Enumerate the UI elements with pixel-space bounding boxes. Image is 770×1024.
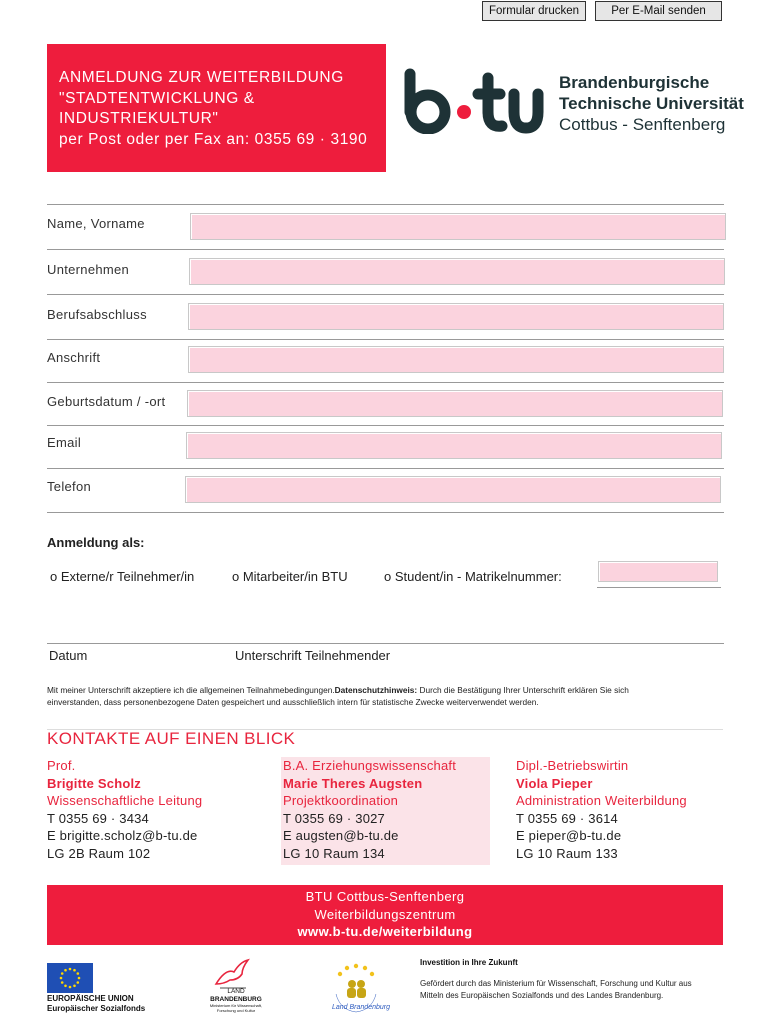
contact-title: Dipl.-Betriebswirtin — [516, 758, 629, 773]
contact-card-augsten — [281, 757, 490, 865]
contact-phone: T 0355 69 · 3027 — [283, 810, 385, 826]
signature-label: Unterschrift Teilnehmender — [235, 648, 391, 663]
contact-phone: T 0355 69 · 3434 — [47, 810, 149, 826]
land-ministry: Ministerium für Wissenschaft, Forschung und Kultur — [209, 1003, 263, 1013]
footer-line1: BTU Cottbus-Senftenberg — [305, 889, 465, 904]
brandenburg-eagle-icon — [212, 958, 252, 990]
page-title-line3: INDUSTRIEKULTUR" — [59, 110, 219, 127]
contact-room: LG 2B Raum 102 — [47, 845, 151, 861]
university-name — [559, 72, 744, 135]
signature-line — [47, 643, 724, 644]
contact-title: Prof. — [47, 758, 76, 773]
contact-card-pieper — [516, 757, 726, 862]
footer-line2: Weiterbildungszentrum — [314, 906, 456, 922]
phone-label: Telefon — [47, 479, 92, 494]
footer-url-link[interactable]: www.b-tu.de/weiterbildung — [297, 924, 473, 939]
birth-field[interactable] — [187, 390, 723, 417]
contact-name: Marie Theres Augsten — [283, 775, 423, 791]
phone-field[interactable] — [185, 476, 721, 503]
company-field[interactable] — [189, 258, 725, 285]
contact-room: LG 10 Raum 134 — [283, 845, 385, 861]
row-divider — [47, 382, 724, 383]
row-divider — [47, 249, 724, 250]
terms-notice — [47, 684, 727, 708]
contact-card-scholz — [47, 757, 272, 862]
contact-role: Administration Weiterbildung — [516, 793, 687, 808]
name-label: Name, Vorname — [47, 216, 145, 231]
email-field[interactable] — [186, 432, 722, 459]
privacy-text: Durch die Bestätigung Ihrer Unterschrift erklären Sie sich — [417, 685, 629, 695]
send-email-button[interactable]: Per E-Mail senden — [595, 1, 722, 21]
date-label: Datum — [49, 648, 88, 663]
university-name-line3: Cottbus - Senftenberg — [559, 115, 726, 134]
contact-title: B.A. Erziehungswissenschaft — [283, 758, 457, 773]
funding-text: Gefördert durch das Ministerium für Wissenschaft, Forschung und Kultur aus Mitteln des Europäischen Sozialfonds und des Landes Brandenburg. — [420, 979, 692, 1000]
company-label: Unternehmen — [47, 262, 130, 277]
matrikel-underline — [597, 587, 721, 588]
row-divider — [47, 468, 724, 469]
row-divider — [47, 425, 724, 426]
contact-phone: T 0355 69 · 3614 — [516, 810, 618, 826]
contact-role: Wissenschaftliche Leitung — [47, 793, 203, 808]
contact-room: LG 10 Raum 133 — [516, 845, 618, 861]
title-block — [47, 44, 386, 172]
degree-label: Berufsabschluss — [47, 307, 147, 322]
birth-label: Geburtsdatum / -ort — [47, 394, 166, 409]
email-label: Email — [47, 435, 82, 450]
address-label: Anschrift — [47, 350, 101, 365]
degree-field[interactable] — [188, 303, 724, 330]
btu-logo — [402, 68, 544, 134]
page-title-line2: "STADTENTWICKLUNG & — [59, 89, 255, 107]
option-external[interactable]: o Externe/r Teilnehmer/in — [50, 569, 195, 584]
contact-email[interactable]: E brigitte.scholz@b-tu.de — [47, 828, 198, 843]
footer-banner — [47, 885, 723, 945]
brandenburg-caption — [208, 988, 264, 1013]
contacts-heading: KONTAKTE AUF EINEN BLICK — [47, 729, 296, 748]
contact-email[interactable]: E pieper@b-tu.de — [516, 828, 622, 843]
eu-caption — [47, 994, 145, 1014]
terms-text: Mit meiner Unterschrift akzeptiere ich die allgemeinen Teilnahmebedingungen. — [47, 685, 335, 695]
page-subtitle: per Post oder per Fax an: 0355 69 · 3190 — [59, 130, 368, 148]
row-divider — [47, 512, 724, 513]
privacy-text-line2: einverstanden, dass personenbezogene Daten gespeichert und ausschließlich intern für statistische Zwecke weiterverwendet werden. — [47, 697, 539, 707]
option-student[interactable]: o Student/in - Matrikelnummer: — [384, 569, 562, 584]
page-title-line1: ANMELDUNG ZUR WEITERBILDUNG — [59, 69, 344, 86]
university-name-line1: Brandenburgische — [559, 73, 710, 92]
contact-name: Brigitte Scholz — [47, 775, 142, 791]
registration-heading: Anmeldung als: — [47, 535, 145, 550]
address-field[interactable] — [188, 346, 724, 373]
row-divider — [47, 339, 724, 340]
print-form-button[interactable]: Formular drucken — [482, 1, 586, 21]
land-line1: LAND — [227, 988, 245, 995]
privacy-label: Datenschutzhinweis: — [334, 685, 418, 695]
esf-ring-text: Land Brandenburg — [332, 1004, 390, 1011]
row-divider — [47, 294, 724, 295]
option-staff[interactable]: o Mitarbeiter/in BTU — [232, 569, 348, 584]
contact-email[interactable]: E augsten@b-tu.de — [283, 828, 399, 843]
funding-heading: Investition in Ihre Zukunft — [420, 958, 518, 967]
contact-name: Viola Pieper — [516, 775, 593, 791]
land-line2: BRANDENBURG — [210, 995, 262, 1003]
contact-role: Projektkoordination — [283, 793, 399, 808]
eu-flag-icon — [47, 963, 93, 993]
university-name-line2: Technische Universität — [559, 94, 744, 113]
matrikel-number-field[interactable] — [598, 561, 718, 582]
eu-caption-line2: Europäischer Sozialfonds — [47, 1004, 146, 1013]
row-divider — [47, 204, 724, 205]
name-field[interactable] — [190, 213, 726, 240]
eu-caption-line1: EUROPÄISCHE UNION — [47, 994, 134, 1003]
